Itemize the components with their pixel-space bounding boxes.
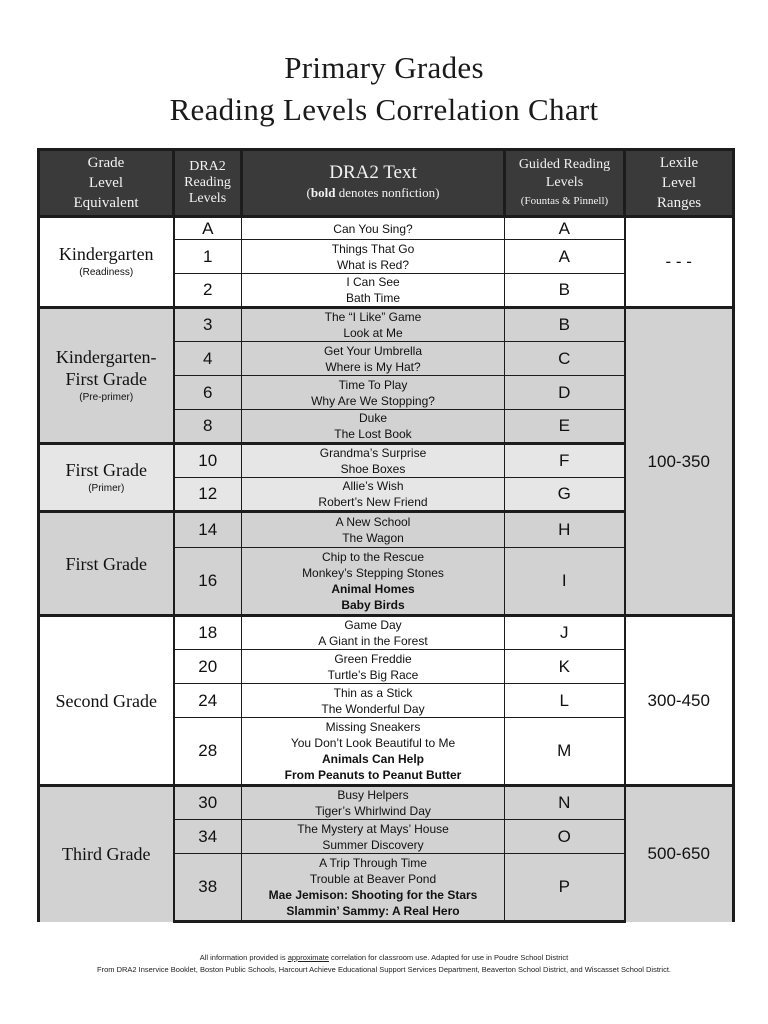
dra-text-cell xyxy=(242,854,505,922)
table-row xyxy=(39,616,734,650)
nonfiction-book-title: Slammin’ Sammy: A Real Hero xyxy=(286,904,460,918)
header-row xyxy=(39,150,734,217)
book-title: Where is My Hat? xyxy=(325,359,421,374)
book-title: Trouble at Beaver Pond xyxy=(309,872,437,886)
guided-level-cell: F xyxy=(505,444,625,478)
dra-text-cell xyxy=(242,820,505,854)
book-title: Game Day xyxy=(344,618,402,632)
guided-level-cell: M xyxy=(505,718,625,786)
dra-text-cell xyxy=(242,274,505,308)
footer-underlined: approximate xyxy=(287,953,329,962)
dra-text-cell xyxy=(242,684,505,718)
header-grade xyxy=(39,150,174,217)
book-title: Chip to the Rescue xyxy=(321,550,425,564)
dra-text-cell xyxy=(242,718,505,786)
header-text-sub: (bold denotes nonfiction) xyxy=(306,185,440,200)
header-lexile-line: Level xyxy=(661,175,697,191)
book-title: Tiger’s Whirlwind Day xyxy=(315,804,431,818)
book-title: Missing Sneakers xyxy=(325,720,421,734)
nonfiction-book-title: From Peanuts to Peanut Butter xyxy=(284,768,462,782)
guided-level-cell: A xyxy=(505,217,625,240)
guided-level-cell: O xyxy=(505,820,625,854)
lexile-range-cell: 100-350 xyxy=(625,308,734,616)
header-text xyxy=(242,150,505,217)
dra-text-cell xyxy=(242,512,505,548)
nonfiction-book-title: Baby Birds xyxy=(341,598,405,612)
book-title: Duke xyxy=(358,411,387,425)
nonfiction-book-title: Animals Can Help xyxy=(321,752,425,766)
grade-group-name: First Grade xyxy=(65,553,147,574)
dra-level-cell: 20 xyxy=(174,650,242,684)
table-row xyxy=(39,308,734,342)
grade-group-note: (Primer) xyxy=(88,482,125,494)
guided-level-cell: B xyxy=(505,274,625,308)
grade-group-cell xyxy=(39,444,174,512)
footer-sources: From DRA2 Inservice Booklet, Boston Public Schools, Harcourt Achieve Educational Support Services Department, Beaverton School District, and Wiscasset School District. xyxy=(97,965,671,974)
book-title: Allie’s Wish xyxy=(342,479,404,493)
dra-level-cell: 34 xyxy=(174,820,242,854)
book-title: Why Are We Stopping? xyxy=(311,393,435,408)
guided-level-cell: G xyxy=(505,478,625,512)
book-title: Time To Play xyxy=(338,377,408,392)
guided-level-cell: E xyxy=(505,410,625,444)
grade-group-cell xyxy=(39,308,174,444)
book-title: Turtle’s Big Race xyxy=(327,667,419,682)
book-title: Robert’s New Friend xyxy=(318,495,428,509)
title-line-2: Reading Levels Correlation Chart xyxy=(169,92,599,127)
book-title: The Mystery at Mays’ House xyxy=(297,821,449,836)
book-title: Monkey’s Stepping Stones xyxy=(302,566,444,580)
dra-level-cell: 24 xyxy=(174,684,242,718)
dra-level-cell: 10 xyxy=(174,444,242,478)
grade-group-cell xyxy=(39,616,174,786)
dra-level-cell: 4 xyxy=(174,342,242,376)
header-grade-line: Equivalent xyxy=(73,195,139,211)
header-dra-line: Levels xyxy=(188,191,227,206)
book-title: Summer Discovery xyxy=(322,837,424,852)
dra-level-cell: 30 xyxy=(174,786,242,820)
book-title: Green Freddie xyxy=(334,651,412,666)
guided-level-cell: N xyxy=(505,786,625,820)
dra-text-cell xyxy=(242,650,505,684)
correlation-table xyxy=(37,148,735,923)
book-title: A New School xyxy=(335,515,411,529)
dra-level-cell: 28 xyxy=(174,718,242,786)
dra-level-cell: 16 xyxy=(174,548,242,616)
book-title: The Lost Book xyxy=(334,427,412,441)
lexile-range-cell: 300-450 xyxy=(625,616,734,786)
title-line-1: Primary Grades xyxy=(284,50,484,85)
dra-text-cell xyxy=(242,444,505,478)
grade-group-note: (Readiness) xyxy=(79,267,134,278)
table-row xyxy=(39,786,734,820)
book-title: The Wagon xyxy=(342,531,404,545)
dra-level-cell: 12 xyxy=(174,478,242,512)
header-grade-line: Grade xyxy=(87,155,125,171)
book-title: Grandma’s Surprise xyxy=(319,446,427,460)
grade-group-name: Kindergarten- xyxy=(55,346,157,367)
header-grade-line: Level xyxy=(88,175,124,191)
guided-level-cell: I xyxy=(505,548,625,616)
grade-group-cell xyxy=(39,786,174,922)
dra-text-cell xyxy=(242,478,505,512)
header-dra-line: Reading xyxy=(184,175,231,190)
grade-group-name-2: First Grade xyxy=(65,368,147,389)
dra-level-cell: 6 xyxy=(174,376,242,410)
dra-level-cell: 3 xyxy=(174,308,242,342)
nonfiction-book-title: Mae Jemison: Shooting for the Stars xyxy=(268,888,478,902)
book-title: The “I Like” Game xyxy=(324,310,422,324)
book-title: Thin as a Stick xyxy=(333,685,413,700)
guided-level-cell: H xyxy=(505,512,625,548)
guided-level-cell: J xyxy=(505,616,625,650)
dra-text-cell xyxy=(242,342,505,376)
grade-group-name: First Grade xyxy=(65,459,147,480)
header-dra xyxy=(174,150,242,217)
book-title: A Giant in the Forest xyxy=(318,634,428,648)
book-title: Get Your Umbrella xyxy=(323,343,423,358)
dra-level-cell: 14 xyxy=(174,512,242,548)
book-title: The Wonderful Day xyxy=(321,701,425,716)
book-title: Look at Me xyxy=(343,326,403,340)
dra-level-cell: 18 xyxy=(174,616,242,650)
guided-level-cell: A xyxy=(505,240,625,274)
guided-level-cell: K xyxy=(505,650,625,684)
table-row xyxy=(39,217,734,240)
book-title: You Don’t Look Beautiful to Me xyxy=(290,736,456,750)
nonfiction-book-title: Animal Homes xyxy=(331,582,415,596)
header-text-bold-word: bold xyxy=(310,185,336,200)
book-title: What is Red? xyxy=(336,257,410,272)
dra-text-cell xyxy=(242,548,505,616)
dra-text-cell xyxy=(242,217,505,240)
grade-group-note: (Pre-primer) xyxy=(79,391,134,403)
header-lexile-line: Lexile xyxy=(659,155,699,171)
dra-text-cell xyxy=(242,616,505,650)
header-guided-line: Levels xyxy=(545,175,584,190)
footer-note: All information provided is approximate correlation for classroom use. Adapted for use in Poudre School District xyxy=(199,953,569,962)
header-guided xyxy=(505,150,625,217)
guided-level-cell: P xyxy=(505,854,625,922)
guided-level-cell: L xyxy=(505,684,625,718)
header-lexile xyxy=(625,150,734,217)
lexile-range-cell: - - - xyxy=(625,217,734,308)
book-title: Can You Sing? xyxy=(333,221,413,236)
dra-text-cell xyxy=(242,786,505,820)
header-guided-line: Guided Reading xyxy=(518,157,611,172)
grade-group-name: Third Grade xyxy=(62,844,151,865)
header-dra-line: DRA2 xyxy=(189,159,226,174)
header-lexile-line: Ranges xyxy=(656,195,702,211)
book-title: I Can See xyxy=(346,275,400,289)
dra-level-cell: 38 xyxy=(174,854,242,922)
grade-group-cell xyxy=(39,217,174,308)
grade-group-name: Second Grade xyxy=(55,690,157,711)
dra-level-cell: A xyxy=(174,217,242,240)
grade-group-name: Kindergarten xyxy=(58,244,154,264)
guided-level-cell: D xyxy=(505,376,625,410)
dra-text-cell xyxy=(242,376,505,410)
dra-level-cell: 8 xyxy=(174,410,242,444)
book-title: Bath Time xyxy=(345,291,401,305)
book-title: A Trip Through Time xyxy=(319,856,427,870)
dra-level-cell: 2 xyxy=(174,274,242,308)
header-text-main: DRA2 Text xyxy=(329,162,417,183)
grade-group-cell xyxy=(39,512,174,616)
book-title: Shoe Boxes xyxy=(340,462,406,476)
dra-level-cell: 1 xyxy=(174,240,242,274)
dra-text-cell xyxy=(242,308,505,342)
guided-level-cell: C xyxy=(505,342,625,376)
guided-level-cell: B xyxy=(505,308,625,342)
header-guided-sub: (Fountas & Pinnell) xyxy=(520,195,609,207)
book-title: Things That Go xyxy=(331,241,415,256)
lexile-range-cell: 500-650 xyxy=(625,786,734,922)
dra-text-cell xyxy=(242,410,505,444)
dra-text-cell xyxy=(242,240,505,274)
book-title: Busy Helpers xyxy=(337,788,409,802)
